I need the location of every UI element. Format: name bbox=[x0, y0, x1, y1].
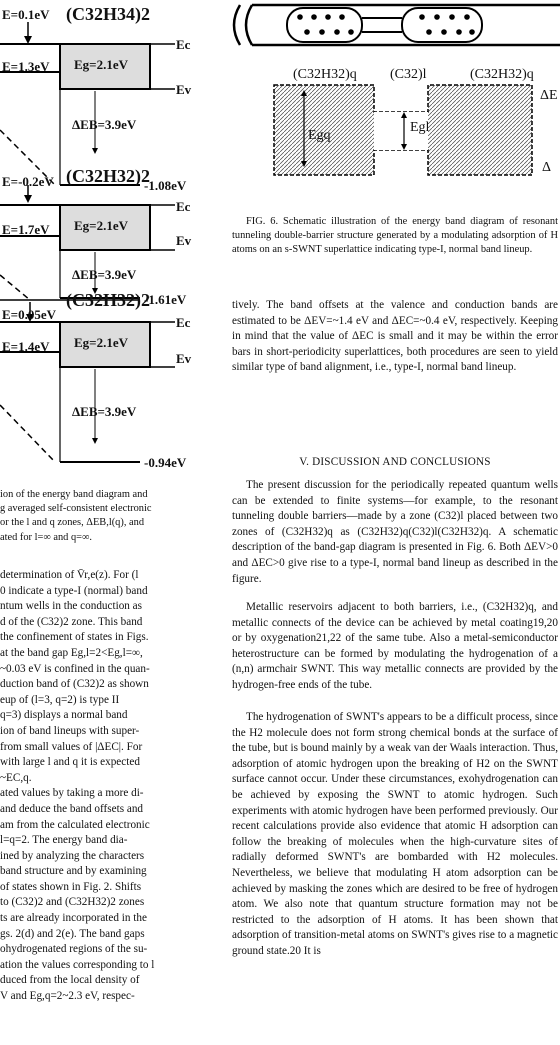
panel1-ev-edge-label: Ev bbox=[176, 82, 192, 97]
left-text-line: gs. 2(d) and 2(e). The band gaps bbox=[0, 927, 145, 940]
left-text-line: to (C32)2 and (C32H32)2 zones bbox=[0, 896, 145, 909]
left-text-line: ts are already incorporated in the bbox=[0, 912, 147, 925]
delta-label-bottom: Δ bbox=[542, 160, 552, 175]
panel2-bottom-label: -1.61eV bbox=[144, 292, 187, 307]
left-text-line: the confinement of states in Figs. bbox=[0, 631, 149, 644]
panel3-delta-label: ΔEB=3.9eV bbox=[72, 404, 137, 419]
left-text-line: V and Eg,q=2~2.3 eV, respec- bbox=[0, 990, 135, 1003]
left-figure-caption bbox=[0, 488, 218, 545]
panel2-eg-label: Eg=2.1eV bbox=[74, 218, 128, 233]
panel3-offset-label: E=0.05eV bbox=[2, 307, 56, 322]
panel1-ec-label: Ec bbox=[176, 37, 191, 52]
caption-line: g averaged self-consistent electronic bbox=[0, 503, 152, 515]
left-text-line: ~EC,q. bbox=[0, 771, 32, 784]
panel2-ev-edge-label: Ev bbox=[176, 233, 192, 248]
left-text-line: ation the values corresponding to l bbox=[0, 958, 155, 971]
panel1-offset-label: E=0.1eV bbox=[2, 7, 50, 22]
left-text-line: from small values of |ΔEC|. For bbox=[0, 740, 143, 753]
panel3-bottom-label: -0.94eV bbox=[144, 455, 187, 470]
panel2-ec-label: Ec bbox=[176, 199, 191, 214]
left-text-line: d of the (C32)2 zone. This band bbox=[0, 615, 143, 628]
section-heading: V. DISCUSSION AND CONCLUSIONS bbox=[299, 456, 491, 468]
panel3-ev-label: E=1.4eV bbox=[2, 339, 50, 354]
left-text-line: ohydrogenated regions of the su- bbox=[0, 943, 148, 956]
discussion-paragraph-2: Metallic reservoirs adjacent to both barriers, i.e., (C32H32)q, and metallic connects of the device can be achieved by metal coating19,20 or by oxygenation21,22 of the same tube. Also a metal-semiconductor heterostructure can be formed by modulating the hydrogenation of a (n,n) armchair SWNT. This way metallic connects are provided by the hydrogen-free ends of the tube. bbox=[232, 601, 558, 691]
left-text-line: l=q=2. The energy band dia- bbox=[0, 834, 128, 847]
arrow-head bbox=[24, 36, 32, 44]
panel1-eg-label: Eg=2.1eV bbox=[74, 57, 128, 72]
egq-label: Egq bbox=[308, 128, 331, 143]
discussion-paragraph-1: The present discussion for the periodically repeated quantum wells can be extended to finite systems—for example, to the resonant tunneling double barriers—made by a zone (C32)l placed between two zones of (C32H32)q as (C32H32)q(C32)l(C32H32)q. A schematic description of the band-gap diagram is presented in Fig. 6. Both ΔEV>0 and ΔEC>0 give rise to a type-I, normal band lineup as described in the figure. bbox=[232, 479, 558, 585]
band-panel-2 bbox=[0, 185, 175, 300]
nanotube-outline bbox=[234, 5, 560, 45]
left-text-line: duced from the local density of bbox=[0, 974, 140, 987]
band-panel-3 bbox=[0, 300, 175, 462]
egl-label: Egl bbox=[410, 120, 430, 135]
panel3-formula: (C32H32)2 bbox=[66, 290, 150, 310]
delta-label-top: ΔE bbox=[540, 88, 558, 103]
panel1-formula: (C32H34)2 bbox=[66, 4, 150, 24]
left-text-line: at the band gap Eg,l=2<Eg,l=∞, bbox=[0, 646, 143, 659]
left-text-line: ated values by taking a more di- bbox=[0, 787, 144, 800]
panel3-ev-edge-label: Ev bbox=[176, 351, 192, 366]
band-panel-1 bbox=[0, 22, 175, 185]
left-column-text bbox=[0, 568, 218, 1005]
fig6-schematic bbox=[232, 0, 560, 210]
panel1-ev-label: E=1.3eV bbox=[2, 59, 50, 74]
left-text-line: eup of (l=3, q=2) is type II bbox=[0, 693, 120, 706]
left-text-line: with large l and q it is expected bbox=[0, 756, 140, 769]
panel2-ev-label: E=1.7eV bbox=[2, 222, 50, 237]
discussion-paragraph-3: The hydrogenation of SWNT's appears to be a difficult process, since the H2 molecule does not form strong chemical bonds at the surface of the tube, but is bound mainly by a weak van der Waals interaction. Thus, adsorption of atomic hydrogen upon the breaking of H2 on the SWNT surface cannot occur. Under these circumstances, exohydrogenation can be achieved by exposing the SWNT to atomic hydrogen. Such experiments with atomic hydrogen have been performed previously. Our recent calculations provide also evidence that atomic H adsorption can follow the breaking of molecules when the high-curvature sites of radially deformed SWNT's are bombarded with H2 molecules. Nevertheless, we believe that modulating H atom adsorption can be achieved by masking the zones which are desired to be free of hydrogen atom. We also note that quantum structure formation may not be restricted to the adsorption of H atoms. It has been shown that adsorption of transition-metal atoms on SWNT's gives rise to a magnetic ground state.20 It is bbox=[232, 711, 558, 957]
left-text-line: am from the calculated electronic bbox=[0, 818, 150, 831]
caption-line: ion of the energy band diagram and bbox=[0, 489, 148, 500]
panel2-delta-label: ΔEB=3.9eV bbox=[72, 267, 137, 282]
zone-label-q-right: (C32H32)q bbox=[470, 67, 534, 82]
panel3-eg-label: Eg=2.1eV bbox=[74, 335, 128, 350]
right-top-paragraph: tively. The band offsets at the valence and conduction bands are estimated to be ΔEV=~1.4 eV and ΔEC=~0.4 eV, respectively. Keeping in mind that the value of ΔEC is small and it may be within the error bars in short-periodicity superlattices, both procedures are seen to yield similar type of band alignment, i.e., type-I, normal band lineup. bbox=[232, 299, 558, 374]
left-text-line: of states shown in Fig. 2. Shifts bbox=[0, 880, 142, 893]
panel2-formula: (C32H32)2 bbox=[66, 166, 150, 186]
left-text-line: ntum wells in the conduction as bbox=[0, 600, 142, 613]
left-text-line: ~0.03 eV is confined in the quan- bbox=[0, 662, 150, 675]
left-text-line: band structure and by examining bbox=[0, 865, 147, 878]
zone-label-l: (C32)l bbox=[390, 67, 427, 82]
panel2-offset-label: E=-0.2eV bbox=[2, 174, 54, 189]
left-text-line: duction band of (C32)2 as shown bbox=[0, 678, 149, 691]
caption-line: or the l and q zones, ΔEB,l(q), and bbox=[0, 517, 145, 529]
panel1-bottom-label: -1.08eV bbox=[144, 178, 187, 193]
panel3-ec-label: Ec bbox=[176, 315, 191, 330]
left-text-line: ion of band lineups with super- bbox=[0, 724, 140, 737]
zone-label-q-left: (C32H32)q bbox=[293, 67, 357, 82]
panel1-delta-label: ΔEB=3.9eV bbox=[72, 117, 137, 132]
caption-line: ated for l=∞ and q=∞. bbox=[0, 531, 93, 543]
left-text-line: 0 indicate a type-I (normal) band bbox=[0, 584, 148, 597]
fig6-caption: FIG. 6. Schematic illustration of the energy band diagram of resonant tunneling double-barrier structure generated by a modulating adsorption of H atoms on an s-SWNT superlattice indicating type-I, normal band lineup. bbox=[232, 216, 558, 256]
left-text-line: ined by analyzing the characters bbox=[0, 849, 145, 862]
left-text-line: and deduce the band offsets and bbox=[0, 802, 144, 815]
left-text-line: q=3) displays a normal band bbox=[0, 709, 128, 722]
left-text-line: determination of V̄r,e(z). For (l bbox=[0, 569, 139, 581]
